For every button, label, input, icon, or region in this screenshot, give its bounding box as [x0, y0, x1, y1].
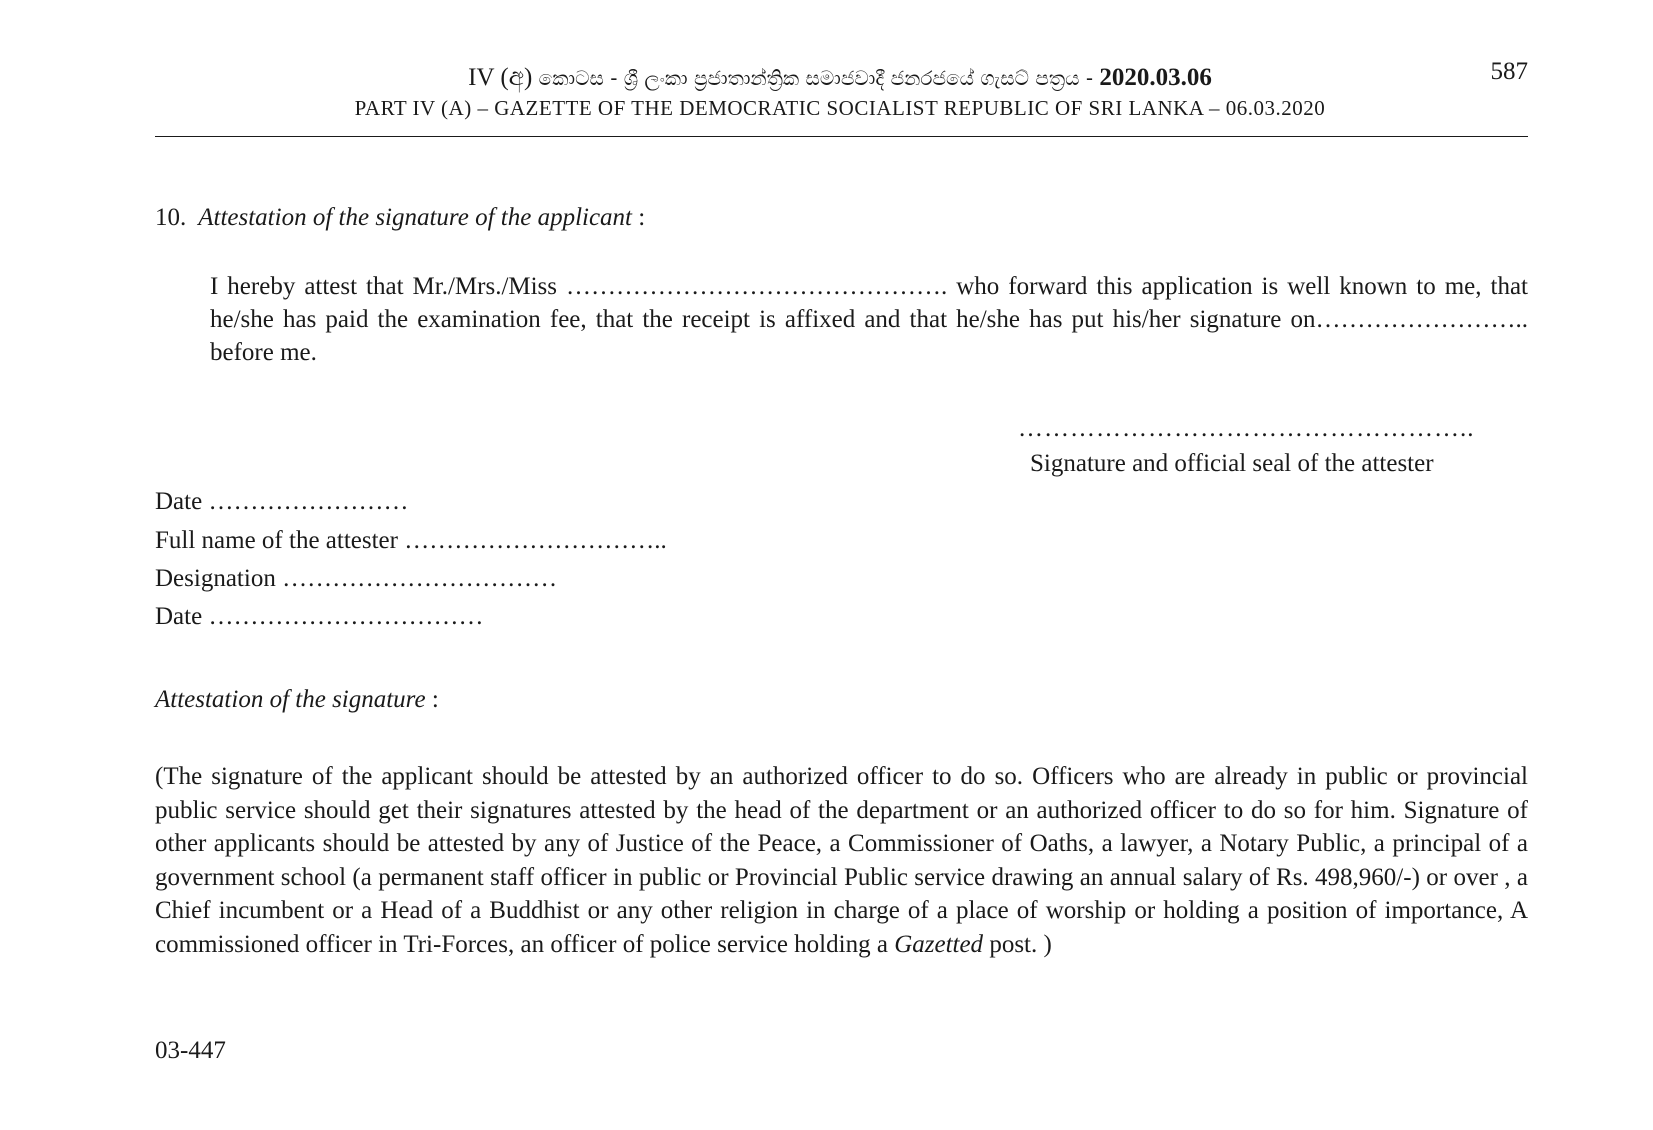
note-text-italic: Gazetted: [894, 930, 984, 958]
section-title-suffix: :: [632, 204, 646, 231]
attestation-paragraph: I hereby attest that Mr./Mrs./Miss ………………………………………. who forward this application is well known to me, that he/she has paid the examination fee, that the receipt is affixed and that he/she has put his/her signature on…………………….. before me.: [210, 273, 1528, 366]
attestation-heading-suffix: :: [425, 686, 439, 713]
date-field: Date ……………………: [155, 488, 409, 515]
date-field-second: Date ……………………………: [155, 603, 484, 630]
gazette-header-sinhala: [155, 64, 1525, 92]
note-text-part2: post. ): [983, 930, 1052, 958]
header-part-label: IV (අ): [468, 64, 539, 91]
header-divider: [155, 136, 1528, 137]
page-number: 587: [1490, 58, 1528, 85]
gazette-header-english: PART IV (A) – GAZETTE OF THE DEMOCRATIC SOCIALIST REPUBLIC OF SRI LANKA – 06.03.2020: [354, 96, 1326, 120]
section-title: Attestation of the signature of the applicant: [198, 204, 633, 231]
reference-number: 03-447: [155, 1037, 226, 1064]
attestation-heading-text: Attestation of the signature: [155, 686, 426, 713]
signature-line: ……………………………………………..: [1018, 415, 1475, 442]
designation-field: Designation ……………………………: [155, 565, 558, 592]
section-number: 10.: [155, 204, 187, 231]
signature-caption: Signature and official seal of the attester: [1030, 450, 1434, 477]
section-heading: [155, 204, 645, 232]
header-date-sinhala: 2020.03.06: [1099, 64, 1212, 91]
attester-name-field: Full name of the attester …………………………..: [155, 527, 667, 554]
attestation-heading: [155, 686, 439, 714]
attestation-note: [155, 760, 1528, 961]
note-text-part1: (The signature of the applicant should be attested by an authorized officer to do so. Officers who are already in public or provincial public service should get their signatures attested by the head of the department or an authorized officer to do so for him. Signature of other applicants should be attested by any of Justice of the Peace, a Commissioner of Oaths, a lawyer, a Notary Public, a principal of a government school (a permanent staff officer in public or Provincial Public service drawing an annual salary of Rs. 498,960/-) or over , a Chief incumbent or a Head of a Buddhist or any other religion in charge of a place of worship or holding a position of importance, A commissioned officer in Tri-Forces, an officer of police service holding a: [155, 763, 1528, 958]
header-title-sinhala: කොටස - ශ්‍රී ලංකා ප්‍රජාතාන්ත්‍රික සමාජවාදී ජනරජයේ ගැසට් පත්‍රය -: [538, 66, 1094, 90]
